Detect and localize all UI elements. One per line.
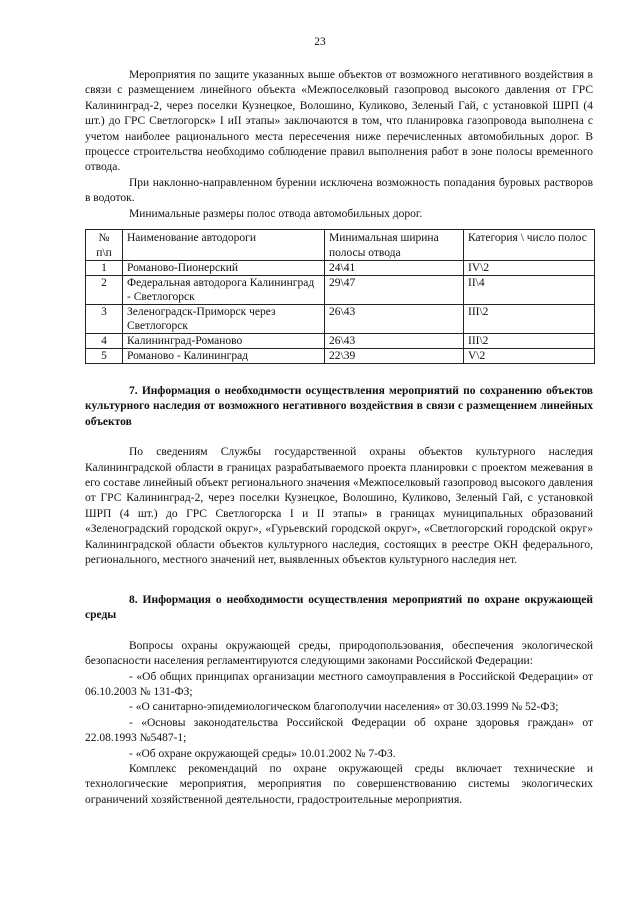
row-width: 29\47 <box>325 276 464 305</box>
row-road-name: Федеральная автодорога Калининград - Светлогорск <box>123 276 325 305</box>
row-number: 4 <box>86 334 123 349</box>
section-8-heading: 8. Информация о необходимости осуществления мероприятий по охране окружающей среды <box>85 594 593 622</box>
table-row <box>86 334 595 349</box>
row-number: 5 <box>86 349 123 364</box>
row-width: 26\43 <box>325 305 464 334</box>
header-category: Категория \ число полос <box>464 230 595 261</box>
table-caption: Минимальные размеры полос отвода автомобильных дорог. <box>129 207 423 220</box>
table-row <box>86 261 595 276</box>
header-number: № п\п <box>86 230 123 261</box>
header-min-width: Минимальная ширина полосы отвода <box>325 230 464 261</box>
row-road-name: Романово - Калининград <box>123 349 325 364</box>
row-number: 1 <box>86 261 123 276</box>
row-number: 3 <box>86 305 123 334</box>
table-row <box>86 276 595 305</box>
intro-paragraph-1: Мероприятия по защите указанных выше объектов от возможного негативного воздействия в связи с размещением линейного объекта «Межпоселковый газопровод высокого давления от ГРС Калининград-2, через поселки Кузнецкое, Волошино, Куликово, Зеленый Гай, с установкой ШРП (4 шт.) до ГРС Светлогорск» I иII этапы» заключаются в том, что планировка газопровода выполнена с учетом наиболее рационального места пересечения ниже перечисленных автомобильных дорог. В процессе строительства необходимо соблюдение правил выполнения работ в зоне полосы временного отвода. <box>85 69 593 174</box>
row-road-name: Калининград-Романово <box>123 334 325 349</box>
law-item: - «Об общих принципах организации местного самоуправления в Российской Федерации» от 06.10.2003 № 131-ФЗ; <box>85 670 593 699</box>
table-header-row <box>86 230 595 261</box>
row-category: IV\2 <box>464 261 595 276</box>
road-table <box>85 229 595 364</box>
law-item: - «О санитарно-эпидемиологическом благополучии населения» от 30.03.1999 № 52-ФЗ; <box>129 701 559 714</box>
intro-paragraph-2: При наклонно-направленном бурении исключена возможность попадания буровых растворов в водоток. <box>85 176 593 205</box>
section-7 <box>85 384 593 568</box>
section-8-intro: Вопросы охраны окружающей среды, природопользования, обеспечения экологической безопасности населения регламентируются следующими законами Российской Федерации: <box>85 639 593 668</box>
section-8-conclusion: Комплекс рекомендаций по охране окружающей среды включает технические и технологические мероприятия, мероприятия по совершенствованию системы экологических ограничений хозяйственной деятельности, градостроительные мероприятия. <box>85 763 593 806</box>
header-road-name: Наименование автодороги <box>123 230 325 261</box>
row-category: III\2 <box>464 334 595 349</box>
section-7-text: По сведениям Службы государственной охраны объектов культурного наследия Калининградской области в границах разрабатываемого проекта планировки с проектом межевания в его составе линейный объект регионального значения «Межпоселковый газопровод высокого давления от ГРС Калининград-2, через поселки Кузнецкое, Волошино, Куликово, Зеленый Гай, с установкой ШРП (4 шт.) до ГРС Светлогорска I и II этапы» в границах муниципальных образований «Зеленоградский городской округ», «Гурьевский городской округ», «Светлогорский городской округ» Калининградской области объектов культурного наследия, состоящих в реестре ОКН федерального, регионального, местного значений нет, выявленных объектов культурного наследия нет. <box>85 446 593 567</box>
section-8 <box>85 593 593 808</box>
row-category: V\2 <box>464 349 595 364</box>
section-7-heading: 7. Информация о необходимости осуществления мероприятий по сохранению объектов культурного наследия от возможного негативного воздействия в связи с размещением линейных объектов <box>85 385 593 428</box>
row-category: III\2 <box>464 305 595 334</box>
row-width: 22\39 <box>325 349 464 364</box>
row-width: 24\41 <box>325 261 464 276</box>
row-width: 26\43 <box>325 334 464 349</box>
row-category: II\4 <box>464 276 595 305</box>
law-item: - «Основы законодательства Российской Федерации об охране здоровья граждан» от 22.08.1993 №5487-1; <box>85 716 593 745</box>
row-number: 2 <box>86 276 123 305</box>
page-number: 23 <box>314 36 326 48</box>
row-road-name: Романово-Пионерский <box>123 261 325 276</box>
law-item: - «Об охране окружающей среды» 10.01.2002 № 7-ФЗ. <box>129 747 396 760</box>
table-row <box>86 305 595 334</box>
row-road-name: Зеленоградск-Приморск через Светлогорск <box>123 305 325 334</box>
table-row <box>86 349 595 364</box>
intro-block <box>85 68 593 222</box>
